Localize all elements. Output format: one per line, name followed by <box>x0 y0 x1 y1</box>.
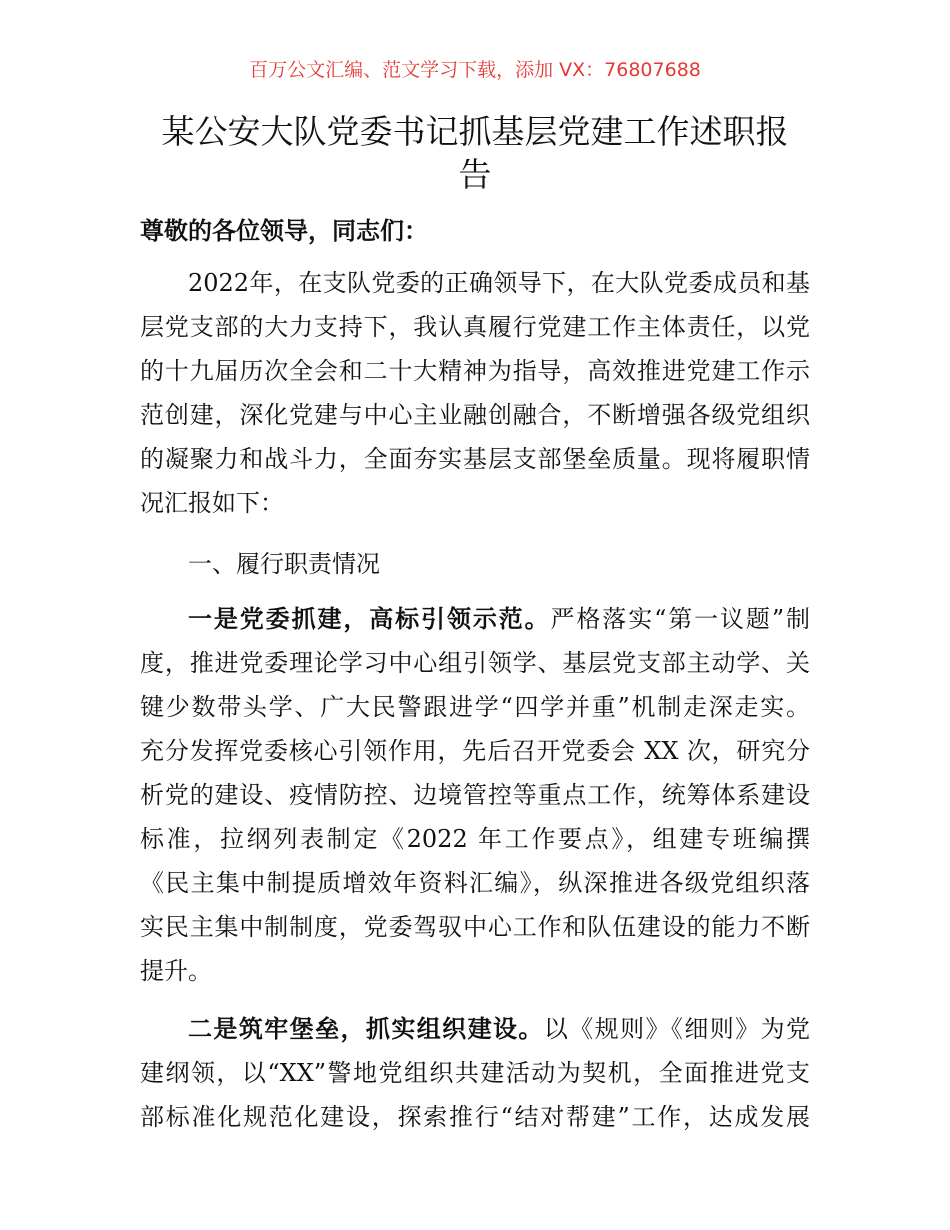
text-line: 《民主集中制提质增效年资料汇编》，纵深推进各级党组织落 <box>140 869 810 897</box>
greeting: 尊敬的各位领导，同志们： <box>140 217 428 245</box>
text-line: 提升。 <box>140 957 212 985</box>
text-line: 析党的建设、疫情防控、边境管控等重点工作，统筹体系建设 <box>140 781 810 809</box>
section-heading: 一、履行职责情况 <box>188 550 380 578</box>
title-line: 某公安大队党委书记抓基层党建工作述职报 <box>161 112 789 151</box>
text-line: 的凝聚力和战斗力，全面夯实基层支部堡垒质量。现将履职情 <box>140 445 810 473</box>
text-line: 实民主集中制制度，党委驾驭中心工作和队伍建设的能力不断 <box>140 913 810 941</box>
text-line: 范创建，深化党建与中心主业融创融合，不断增强各级党组织 <box>140 401 810 429</box>
text-line: 建纲领，以“XX”警地党组织共建活动为契机，全面推进党支 <box>140 1059 810 1087</box>
watermark-banner: 百万公文汇编、范文学习下载，添加 VX：76807688 <box>249 59 701 81</box>
text-line: 的十九届历次全会和二十大精神为指导，高效推进党建工作示 <box>140 357 810 385</box>
text-line: 况汇报如下： <box>140 489 284 517</box>
text-line: 度，推进党委理论学习中心组引领学、基层党支部主动学、关 <box>140 649 810 677</box>
text-line <box>140 1014 810 1044</box>
text-line: 键少数带头学、广大民警跟进学“四学并重”机制走深走实。 <box>140 693 810 721</box>
text-line: 部标准化规范化建设，探索推行“结对帮建”工作，达成发展 <box>140 1103 810 1131</box>
text-line: 充分发挥党委核心引领作用，先后召开党委会 XX 次，研究分 <box>140 737 810 765</box>
paragraph-lead: 一是党委抓建，高标引领示范。 <box>188 605 551 633</box>
text-span: 严格落实“第一议题”制 <box>550 605 810 633</box>
text-line: 层党支部的大力支持下，我认真履行党建工作主体责任，以党 <box>140 313 810 341</box>
text-line: 标准，拉纲列表制定《2022 年工作要点》，组建专班编撰 <box>140 825 810 853</box>
paragraph-lead: 二是筑牢堡垒，抓实组织建设。 <box>188 1015 544 1043</box>
document-title <box>140 110 810 196</box>
text-line <box>140 604 810 634</box>
text-line: 2022年，在支队党委的正确领导下，在大队党委成员和基 <box>188 269 810 297</box>
title-line: 告 <box>458 155 492 194</box>
text-span: 以《规则》《细则》为党 <box>543 1015 811 1043</box>
